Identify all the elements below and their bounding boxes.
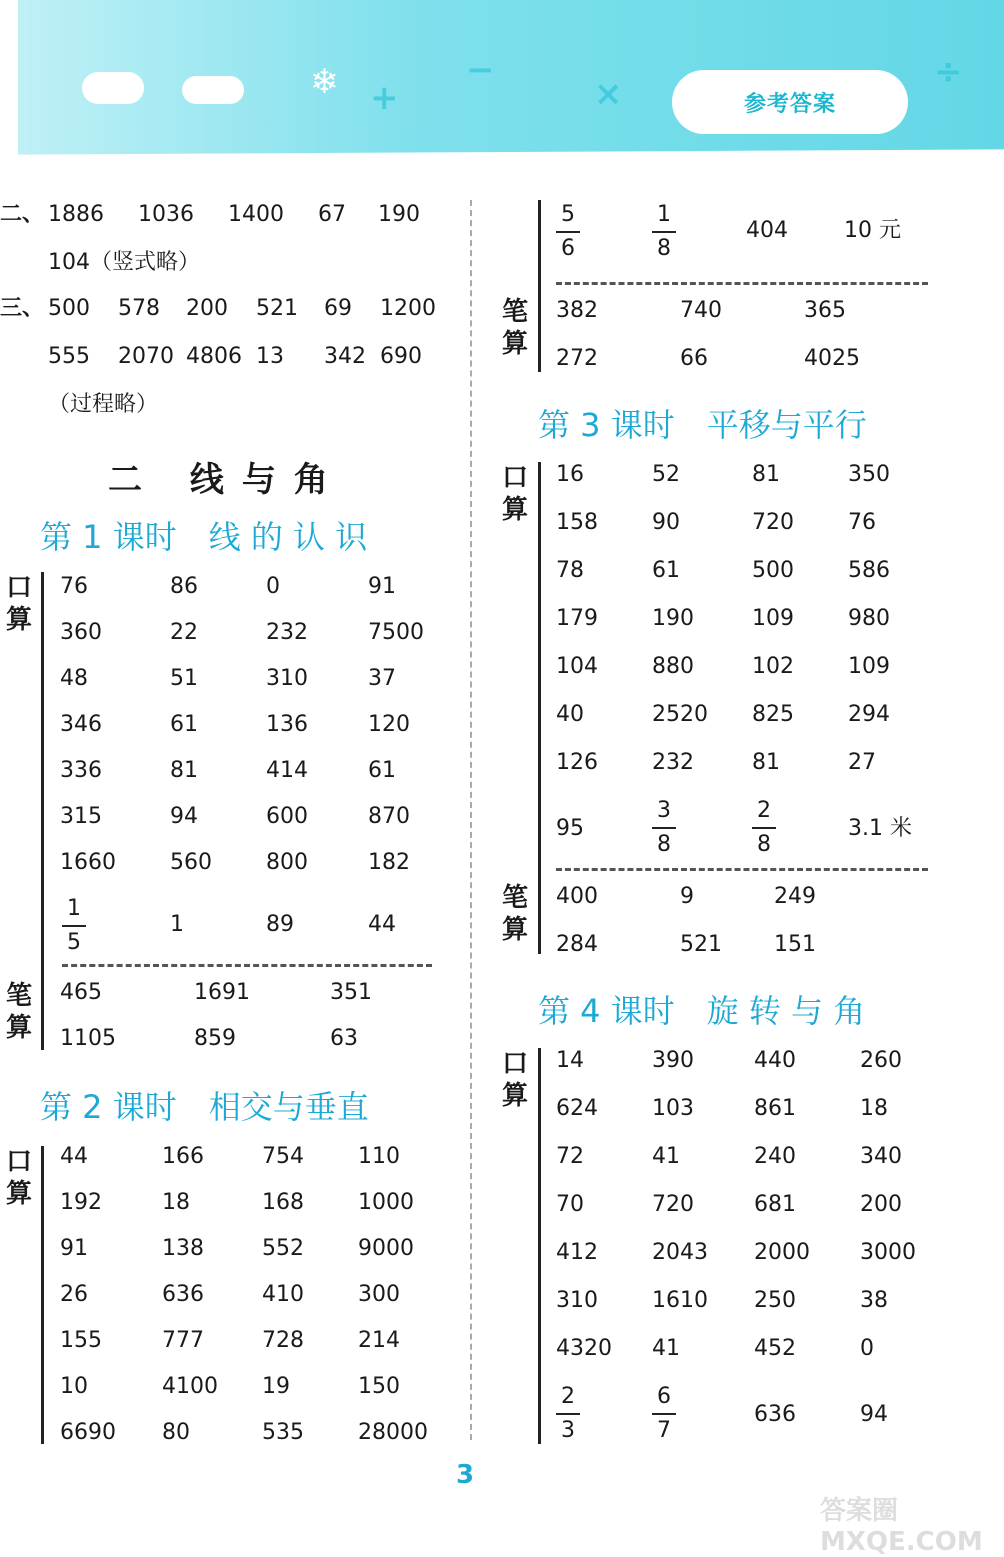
bracket-line (538, 1048, 541, 1444)
answer-value: 2070 (118, 344, 174, 369)
answer-value: 552 (262, 1236, 304, 1261)
answer-value: 681 (754, 1192, 796, 1217)
answer-value: 232 (652, 750, 694, 775)
answer-value: 535 (262, 1420, 304, 1445)
answer-value: 44 (60, 1144, 88, 1169)
answer-value: 94 (860, 1402, 888, 1427)
answer-value: 284 (556, 932, 598, 957)
lesson-title: 第 4 课时 旋 转 与 角 (538, 992, 866, 1030)
answer-value: 232 (266, 620, 308, 645)
answer-value: 14 (556, 1048, 584, 1073)
fraction (652, 204, 676, 260)
answer-value: 500 (752, 558, 794, 583)
denominator: 8 (657, 236, 671, 261)
numerator: 6 (657, 1384, 671, 1409)
answer-value: 61 (652, 558, 680, 583)
answer-value: 190 (652, 606, 694, 631)
answer-value: 61 (368, 758, 396, 783)
answer-value: 600 (266, 804, 308, 829)
answer-value: 37 (368, 666, 396, 691)
note: （过程略） (48, 392, 159, 417)
answer-value: 51 (170, 666, 198, 691)
answer-value: 315 (60, 804, 102, 829)
bracket-line (41, 1146, 44, 1444)
answer-value: 102 (752, 654, 794, 679)
answer-value: 9000 (358, 1236, 414, 1261)
answer-value: 636 (162, 1282, 204, 1307)
denominator: 8 (757, 832, 771, 857)
column-divider (470, 200, 472, 1440)
page-number: 3 (456, 1460, 475, 1490)
answer-value: 1691 (194, 980, 250, 1005)
answer-value: 190 (378, 202, 420, 227)
answer-value: 91 (368, 574, 396, 599)
fraction-bar (652, 1413, 676, 1415)
numerator: 1 (67, 896, 81, 921)
fraction (652, 1386, 676, 1442)
divide-icon: ÷ (934, 52, 963, 92)
answer-value: 1400 (228, 202, 284, 227)
answer-value: 150 (358, 1374, 400, 1399)
fraction-bar (556, 1413, 580, 1415)
answer-value: 720 (652, 1192, 694, 1217)
answer-value: 1886 (48, 202, 104, 227)
written-calc-label: 笔 算 (5, 981, 32, 1043)
answer-value: 240 (754, 1144, 796, 1169)
answer-value: 861 (754, 1096, 796, 1121)
answer-value: 4100 (162, 1374, 218, 1399)
answer-value: 110 (358, 1144, 400, 1169)
watermark: 答案圈 MXQE.COM (820, 1496, 983, 1557)
answer-value: 272 (556, 346, 598, 371)
answer-value: 440 (754, 1048, 796, 1073)
snowflake-icon: ❄ (310, 62, 339, 102)
answer-value: 78 (556, 558, 584, 583)
answer-value: 249 (774, 884, 816, 909)
fraction (752, 800, 776, 856)
answer-value: 800 (266, 850, 308, 875)
answer-value: 109 (752, 606, 794, 631)
denominator: 3 (561, 1418, 575, 1443)
answer-value: 980 (848, 606, 890, 631)
answer-value: 578 (118, 296, 160, 321)
answer-value: 636 (754, 1402, 796, 1427)
answer-value: 52 (652, 462, 680, 487)
answer-value: 4806 (186, 344, 242, 369)
oral-calc-label: 口 算 (5, 1147, 32, 1209)
answer-value: 365 (804, 298, 846, 323)
answer-value: 521 (256, 296, 298, 321)
answer-value: 412 (556, 1240, 598, 1265)
answer-value: 1200 (380, 296, 436, 321)
answer-value: 880 (652, 654, 694, 679)
answer-value: 690 (380, 344, 422, 369)
bracket-line (41, 572, 44, 1050)
answer-value: 61 (170, 712, 198, 737)
answer-value: 89 (266, 912, 294, 937)
answer-value: 3.1 米 (848, 816, 912, 841)
answer-value: 67 (318, 202, 346, 227)
answer-value: 465 (60, 980, 102, 1005)
answer-value: 1036 (138, 202, 194, 227)
section-label: 三、 (0, 296, 45, 321)
cloud-icon (182, 76, 244, 104)
answer-value: 6690 (60, 1420, 116, 1445)
answer-value: 27 (848, 750, 876, 775)
answer-value: 19 (262, 1374, 290, 1399)
answer-value: 151 (774, 932, 816, 957)
answer-value: 754 (262, 1144, 304, 1169)
answer-value: 10 (60, 1374, 88, 1399)
lesson-title: 第 2 课时 相交与垂直 (40, 1088, 369, 1126)
answer-value: 81 (752, 462, 780, 487)
answer-value: 360 (60, 620, 102, 645)
answer-value: 95 (556, 816, 584, 841)
answer-badge-text: 参考答案 (743, 91, 836, 117)
fraction (652, 800, 676, 856)
answer-value: 10 元 (844, 218, 901, 243)
section-label: 二、 (0, 202, 45, 227)
answer-value: 560 (170, 850, 212, 875)
answer-value: 76 (848, 510, 876, 535)
numerator: 5 (561, 202, 575, 227)
answer-value: 48 (60, 666, 88, 691)
answer-value: 69 (324, 296, 352, 321)
answer-value: 555 (48, 344, 90, 369)
answer-value: 1 (170, 912, 184, 937)
denominator: 8 (657, 832, 671, 857)
unit-title: 二 线与角 (108, 460, 346, 500)
answer-value: 9 (680, 884, 694, 909)
answer-value: 80 (162, 1420, 190, 1445)
answer-value: 168 (262, 1190, 304, 1215)
lesson-title: 第 3 课时 平移与平行 (538, 406, 867, 444)
fraction (556, 204, 580, 260)
answer-value: 66 (680, 346, 708, 371)
section-divider (556, 868, 928, 871)
answer-value: 720 (752, 510, 794, 535)
answer-value: 300 (358, 1282, 400, 1307)
answer-value: 200 (860, 1192, 902, 1217)
answer-value: 404 (746, 218, 788, 243)
answer-value: 104 (556, 654, 598, 679)
bracket-line (538, 462, 541, 954)
answer-value: 138 (162, 1236, 204, 1261)
answer-value: 500 (48, 296, 90, 321)
fraction (556, 1386, 580, 1442)
answer-value: 136 (266, 712, 308, 737)
answer-value: 1000 (358, 1190, 414, 1215)
answer-value: 336 (60, 758, 102, 783)
answer-value: 182 (368, 850, 410, 875)
answer-value: 16 (556, 462, 584, 487)
oral-calc-label: 口 算 (501, 463, 528, 525)
numerator: 1 (657, 202, 671, 227)
answer-value: 72 (556, 1144, 584, 1169)
denominator: 5 (67, 930, 81, 955)
answer-value: 3000 (860, 1240, 916, 1265)
answer-value: 7500 (368, 620, 424, 645)
denominator: 6 (561, 236, 575, 261)
answer-value: 179 (556, 606, 598, 631)
section-divider (556, 282, 928, 285)
answer-value: 250 (754, 1288, 796, 1313)
bracket-line (538, 200, 541, 372)
answer-value: 521 (680, 932, 722, 957)
answer-value: 825 (752, 702, 794, 727)
answer-value: 1610 (652, 1288, 708, 1313)
answer-badge (672, 70, 908, 134)
numerator: 2 (561, 1384, 575, 1409)
answer-value: 76 (60, 574, 88, 599)
answer-value: 200 (186, 296, 228, 321)
answer-value: 18 (162, 1190, 190, 1215)
answer-value: 740 (680, 298, 722, 323)
answer-value: 81 (170, 758, 198, 783)
lesson-title: 第 1 课时 线 的 认 识 (40, 518, 368, 556)
times-icon: × (594, 74, 623, 114)
answer-value: 44 (368, 912, 396, 937)
answer-value: 104（竖式略） (48, 250, 200, 275)
numerator: 2 (757, 798, 771, 823)
answer-value: 390 (652, 1048, 694, 1073)
answer-value: 120 (368, 712, 410, 737)
fraction-bar (752, 827, 776, 829)
answer-value: 0 (860, 1336, 874, 1361)
answer-value: 13 (256, 344, 284, 369)
answer-value: 90 (652, 510, 680, 535)
answer-value: 192 (60, 1190, 102, 1215)
answer-value: 103 (652, 1096, 694, 1121)
answer-value: 28000 (358, 1420, 428, 1445)
answer-value: 38 (860, 1288, 888, 1313)
answer-value: 81 (752, 750, 780, 775)
answer-value: 86 (170, 574, 198, 599)
answer-value: 63 (330, 1026, 358, 1051)
minus-icon: − (466, 50, 495, 90)
answer-value: 158 (556, 510, 598, 535)
answer-value: 70 (556, 1192, 584, 1217)
answer-value: 859 (194, 1026, 236, 1051)
answer-value: 351 (330, 980, 372, 1005)
answer-value: 260 (860, 1048, 902, 1073)
answer-value: 155 (60, 1328, 102, 1353)
answer-value: 4025 (804, 346, 860, 371)
fraction-bar (556, 231, 580, 233)
answer-value: 342 (324, 344, 366, 369)
answer-value: 126 (556, 750, 598, 775)
answer-value: 214 (358, 1328, 400, 1353)
answer-value: 400 (556, 884, 598, 909)
answer-value: 166 (162, 1144, 204, 1169)
answer-value: 452 (754, 1336, 796, 1361)
answer-value: 870 (368, 804, 410, 829)
answer-value: 4320 (556, 1336, 612, 1361)
answer-value: 1660 (60, 850, 116, 875)
answer-value: 624 (556, 1096, 598, 1121)
answer-value: 777 (162, 1328, 204, 1353)
fraction-bar (62, 925, 86, 927)
answer-value: 1105 (60, 1026, 116, 1051)
oral-calc-label: 口 算 (5, 573, 32, 635)
cloud-icon (82, 72, 144, 104)
answer-value: 2000 (754, 1240, 810, 1265)
answer-value: 414 (266, 758, 308, 783)
answer-value: 91 (60, 1236, 88, 1261)
answer-value: 728 (262, 1328, 304, 1353)
fraction (62, 898, 86, 954)
answer-value: 26 (60, 1282, 88, 1307)
answer-value: 109 (848, 654, 890, 679)
oral-calc-label: 口 算 (501, 1049, 528, 1111)
answer-value: 310 (266, 666, 308, 691)
written-calc-label: 笔 算 (501, 297, 528, 359)
answer-value: 2043 (652, 1240, 708, 1265)
section-divider (62, 964, 432, 967)
plus-icon: + (370, 78, 399, 118)
answer-value: 350 (848, 462, 890, 487)
answer-value: 310 (556, 1288, 598, 1313)
fraction-bar (652, 827, 676, 829)
answer-value: 41 (652, 1144, 680, 1169)
numerator: 3 (657, 798, 671, 823)
fraction-bar (652, 231, 676, 233)
answer-value: 22 (170, 620, 198, 645)
answer-value: 41 (652, 1336, 680, 1361)
answer-value: 410 (262, 1282, 304, 1307)
answer-value: 340 (860, 1144, 902, 1169)
answer-value: 382 (556, 298, 598, 323)
answer-value: 346 (60, 712, 102, 737)
denominator: 7 (657, 1418, 671, 1443)
answer-value: 586 (848, 558, 890, 583)
answer-value: 18 (860, 1096, 888, 1121)
answer-value: 94 (170, 804, 198, 829)
written-calc-label: 笔 算 (501, 883, 528, 945)
answer-value: 0 (266, 574, 280, 599)
answer-value: 294 (848, 702, 890, 727)
answer-value: 2520 (652, 702, 708, 727)
answer-value: 40 (556, 702, 584, 727)
